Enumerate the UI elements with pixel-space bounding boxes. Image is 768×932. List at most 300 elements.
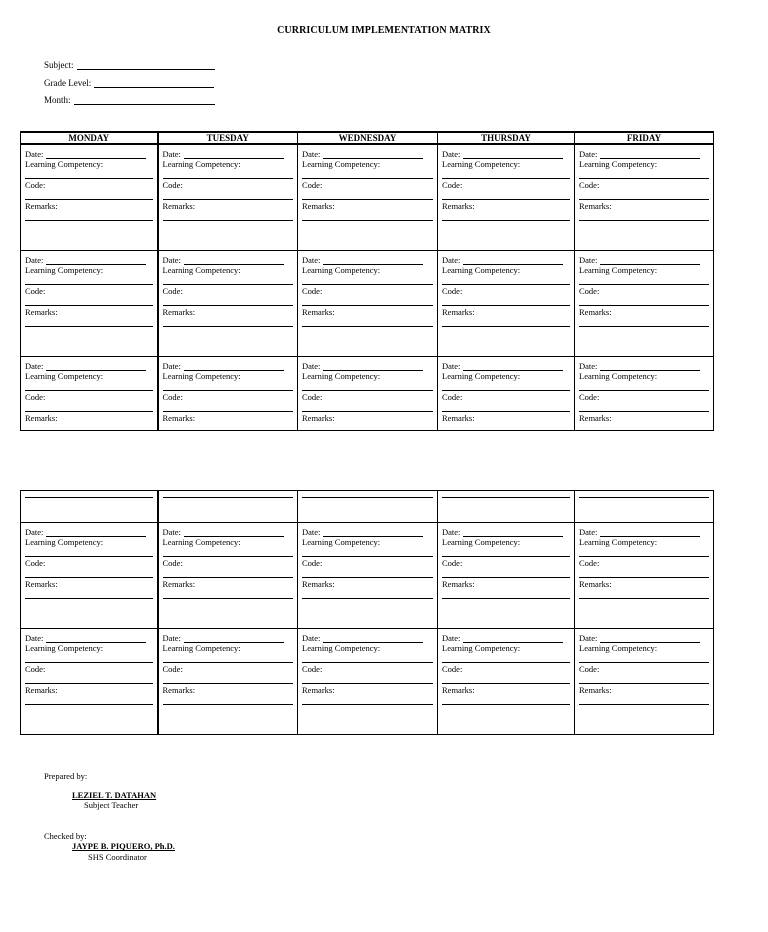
- date-label: [579, 361, 709, 371]
- day-entry-cell[interactable]: [575, 251, 713, 356]
- checked-by-name: JAYPE B. PIQUERO, Ph.D.: [72, 841, 175, 851]
- continued-entry-cell[interactable]: [21, 491, 157, 522]
- competency-blank-line[interactable]: [302, 556, 433, 557]
- remarks-blank-line[interactable]: [302, 220, 433, 221]
- remarks-label-text: Remarks:: [25, 579, 58, 589]
- remarks-label: [25, 307, 153, 317]
- date-label-text: Date:: [579, 633, 598, 643]
- month-blank-line[interactable]: [74, 96, 215, 105]
- date-label-text: Date:: [25, 361, 44, 371]
- code-label-text: Code:: [302, 558, 323, 568]
- matrix-cell: [21, 251, 158, 357]
- date-label: [579, 255, 709, 265]
- remarks-label: [442, 413, 570, 423]
- code-label: [163, 664, 294, 674]
- code-blank-line[interactable]: [579, 411, 709, 412]
- code-label-text: Code:: [162, 392, 183, 402]
- competency-blank-line[interactable]: [25, 556, 153, 557]
- competency-blank-line[interactable]: [25, 662, 153, 663]
- date-label: [25, 255, 153, 265]
- date-label-text: Date:: [162, 633, 181, 643]
- competency-blank-line[interactable]: [442, 556, 570, 557]
- remarks-blank-line[interactable]: [163, 220, 294, 221]
- month-label: Month:: [44, 95, 71, 105]
- remarks-continued-line[interactable]: [579, 497, 709, 498]
- matrix-cell: [298, 251, 438, 357]
- prepared-by-name: LEZIEL T. DATAHAN: [72, 790, 157, 800]
- matrix-cell: [438, 491, 575, 523]
- remarks-blank-line[interactable]: [579, 326, 709, 327]
- date-label: [579, 527, 709, 537]
- learning-competency-label-text: Learning Competency:: [579, 159, 658, 169]
- date-label-text: Date:: [302, 361, 321, 371]
- date-label: [163, 527, 294, 537]
- remarks-label-text: Remarks:: [579, 685, 612, 695]
- day-header-tuesday: TUESDAY: [158, 132, 298, 144]
- code-label: [25, 180, 153, 190]
- remarks-label: [579, 201, 709, 211]
- code-label: [25, 664, 153, 674]
- date-label: [442, 255, 570, 265]
- learning-competency-label-text: Learning Competency:: [162, 159, 241, 169]
- code-blank-line[interactable]: [25, 577, 153, 578]
- code-blank-line[interactable]: [163, 683, 294, 684]
- day-entry-cell[interactable]: [575, 629, 713, 734]
- prepared-by-role: Subject Teacher: [84, 800, 139, 810]
- remarks-blank-line[interactable]: [579, 598, 709, 599]
- date-blank-line[interactable]: [46, 363, 146, 371]
- date-blank-line[interactable]: [463, 257, 563, 265]
- competency-blank-line[interactable]: [442, 390, 570, 391]
- code-blank-line[interactable]: [163, 577, 294, 578]
- code-label-text: Code:: [162, 286, 183, 296]
- remarks-label-text: Remarks:: [442, 413, 475, 423]
- date-blank-line[interactable]: [323, 363, 423, 371]
- date-blank-line[interactable]: [600, 257, 700, 265]
- remarks-label-text: Remarks:: [302, 579, 335, 589]
- code-label: [163, 392, 294, 402]
- day-entry-cell[interactable]: [438, 629, 574, 734]
- code-label: [163, 286, 294, 296]
- remarks-blank-line[interactable]: [302, 704, 433, 705]
- learning-competency-label-text: Learning Competency:: [442, 371, 521, 381]
- day-entry-cell[interactable]: [438, 357, 574, 430]
- date-blank-line[interactable]: [184, 151, 284, 159]
- code-label-text: Code:: [162, 558, 183, 568]
- remarks-blank-line[interactable]: [163, 704, 294, 705]
- date-label-text: Date:: [162, 361, 181, 371]
- day-entry-cell[interactable]: [438, 145, 574, 250]
- code-label: [579, 286, 709, 296]
- code-label: [442, 392, 570, 402]
- matrix-row: [21, 629, 714, 735]
- remarks-label: [442, 579, 570, 589]
- date-label: [302, 633, 433, 643]
- matrix-cell: [298, 491, 438, 523]
- learning-competency-label: [302, 643, 433, 653]
- competency-blank-line[interactable]: [442, 178, 570, 179]
- date-label-text: Date:: [302, 149, 321, 159]
- day-entry-cell[interactable]: [298, 357, 437, 430]
- code-blank-line[interactable]: [579, 199, 709, 200]
- date-blank-line[interactable]: [323, 151, 423, 159]
- remarks-label-text: Remarks:: [25, 307, 58, 317]
- learning-competency-label: [25, 537, 153, 547]
- competency-blank-line[interactable]: [579, 556, 709, 557]
- remarks-blank-line[interactable]: [25, 598, 153, 599]
- remarks-label: [163, 201, 294, 211]
- code-blank-line[interactable]: [442, 305, 570, 306]
- matrix-cell: [438, 629, 575, 735]
- learning-competency-label: [302, 537, 433, 547]
- date-label-text: Date:: [442, 527, 461, 537]
- remarks-label: [302, 579, 433, 589]
- code-label-text: Code:: [442, 286, 463, 296]
- remarks-blank-line[interactable]: [579, 704, 709, 705]
- code-blank-line[interactable]: [442, 683, 570, 684]
- continued-entry-cell[interactable]: [298, 491, 437, 522]
- day-entry-cell[interactable]: [575, 523, 713, 628]
- code-label-text: Code:: [25, 392, 46, 402]
- code-label-text: Code:: [162, 180, 183, 190]
- learning-competency-label-text: Learning Competency:: [579, 643, 658, 653]
- remarks-label-text: Remarks:: [162, 579, 196, 589]
- code-blank-line[interactable]: [302, 683, 433, 684]
- date-label: [442, 633, 570, 643]
- remarks-label: [25, 579, 153, 589]
- date-blank-line[interactable]: [463, 151, 563, 159]
- day-entry-cell[interactable]: [438, 251, 574, 356]
- day-entry-cell[interactable]: [21, 357, 157, 430]
- competency-blank-line[interactable]: [302, 178, 433, 179]
- learning-competency-label-text: Learning Competency:: [25, 371, 104, 381]
- learning-competency-label: [163, 643, 294, 653]
- day-entry-cell[interactable]: [298, 629, 437, 734]
- remarks-label: [302, 685, 433, 695]
- competency-blank-line[interactable]: [579, 662, 709, 663]
- matrix-cell: [575, 251, 714, 357]
- learning-competency-label-text: Learning Competency:: [302, 643, 381, 653]
- matrix-cell: [21, 491, 158, 523]
- date-label-text: Date:: [302, 633, 321, 643]
- date-blank-line[interactable]: [46, 529, 146, 537]
- day-entry-cell[interactable]: [21, 145, 157, 250]
- code-blank-line[interactable]: [442, 199, 570, 200]
- remarks-label-text: Remarks:: [442, 685, 475, 695]
- matrix-row: [21, 251, 714, 357]
- remarks-continued-line[interactable]: [163, 497, 294, 498]
- remarks-continued-line[interactable]: [25, 497, 153, 498]
- remarks-label: [442, 201, 570, 211]
- competency-blank-line[interactable]: [579, 178, 709, 179]
- remarks-label: [163, 413, 294, 423]
- learning-competency-label: [163, 537, 294, 547]
- date-label: [25, 149, 153, 159]
- date-label-text: Date:: [302, 527, 321, 537]
- competency-blank-line[interactable]: [302, 662, 433, 663]
- learning-competency-label-text: Learning Competency:: [162, 643, 241, 653]
- remarks-blank-line[interactable]: [442, 598, 570, 599]
- remarks-blank-line[interactable]: [302, 326, 433, 327]
- code-blank-line[interactable]: [302, 411, 433, 412]
- date-blank-line[interactable]: [323, 529, 423, 537]
- code-label-text: Code:: [25, 286, 46, 296]
- code-label: [442, 664, 570, 674]
- code-blank-line[interactable]: [442, 577, 570, 578]
- day-header-monday: MONDAY: [21, 132, 158, 144]
- matrix-cell: [575, 491, 714, 523]
- date-blank-line[interactable]: [600, 363, 700, 371]
- code-blank-line[interactable]: [25, 199, 153, 200]
- remarks-label: [163, 579, 294, 589]
- matrix-cell: [158, 523, 298, 629]
- day-entry-cell[interactable]: [438, 523, 574, 628]
- date-label: [163, 149, 294, 159]
- day-entry-cell[interactable]: [21, 523, 157, 628]
- day-entry-cell[interactable]: [159, 523, 298, 628]
- learning-competency-label-text: Learning Competency:: [162, 537, 241, 547]
- remarks-label-text: Remarks:: [25, 413, 58, 423]
- matrix-cell: [575, 357, 714, 431]
- remarks-label: [25, 201, 153, 211]
- remarks-label-text: Remarks:: [162, 201, 196, 211]
- day-entry-cell[interactable]: [159, 629, 298, 734]
- matrix-row: [21, 357, 714, 431]
- code-label: [579, 180, 709, 190]
- matrix-cell: [298, 144, 438, 251]
- learning-competency-label: [442, 159, 570, 169]
- remarks-label-text: Remarks:: [579, 201, 612, 211]
- day-entry-cell[interactable]: [298, 251, 437, 356]
- grade-level-field: [44, 78, 214, 88]
- day-entry-cell[interactable]: [575, 145, 713, 250]
- matrix-cell: [158, 144, 298, 251]
- remarks-label: [579, 307, 709, 317]
- date-blank-line[interactable]: [184, 635, 284, 643]
- remarks-label-text: Remarks:: [579, 307, 612, 317]
- code-blank-line[interactable]: [163, 199, 294, 200]
- learning-competency-label-text: Learning Competency:: [442, 537, 521, 547]
- remarks-blank-line[interactable]: [163, 326, 294, 327]
- code-label: [302, 180, 433, 190]
- learning-competency-label-text: Learning Competency:: [579, 371, 658, 381]
- learning-competency-label-text: Learning Competency:: [25, 265, 104, 275]
- code-label-text: Code:: [302, 664, 323, 674]
- remarks-continued-line[interactable]: [442, 497, 570, 498]
- code-label: [442, 558, 570, 568]
- date-blank-line[interactable]: [463, 529, 563, 537]
- remarks-label-text: Remarks:: [302, 201, 335, 211]
- date-label-text: Date:: [25, 633, 44, 643]
- date-label-text: Date:: [25, 255, 44, 265]
- code-label: [25, 558, 153, 568]
- code-blank-line[interactable]: [25, 683, 153, 684]
- date-blank-line[interactable]: [184, 257, 284, 265]
- day-entry-cell[interactable]: [21, 629, 157, 734]
- learning-competency-label: [579, 159, 709, 169]
- code-label-text: Code:: [442, 664, 463, 674]
- date-label-text: Date:: [442, 633, 461, 643]
- remarks-label: [25, 685, 153, 695]
- remarks-blank-line[interactable]: [579, 220, 709, 221]
- matrix-cell: [575, 523, 714, 629]
- date-blank-line[interactable]: [184, 529, 284, 537]
- date-blank-line[interactable]: [46, 635, 146, 643]
- code-label-text: Code:: [302, 392, 323, 402]
- remarks-label-text: Remarks:: [302, 413, 335, 423]
- code-label: [579, 558, 709, 568]
- code-label: [579, 392, 709, 402]
- continued-entry-cell[interactable]: [575, 491, 713, 522]
- learning-competency-label: [163, 265, 294, 275]
- code-blank-line[interactable]: [163, 411, 294, 412]
- code-label-text: Code:: [579, 664, 600, 674]
- day-entry-cell[interactable]: [159, 251, 298, 356]
- code-label: [579, 664, 709, 674]
- code-blank-line[interactable]: [302, 577, 433, 578]
- learning-competency-label-text: Learning Competency:: [162, 371, 241, 381]
- code-blank-line[interactable]: [442, 411, 570, 412]
- date-label-text: Date:: [579, 361, 598, 371]
- learning-competency-label: [163, 159, 294, 169]
- matrix-cell: [21, 523, 158, 629]
- date-label-text: Date:: [579, 255, 598, 265]
- date-blank-line[interactable]: [600, 151, 700, 159]
- day-header-wednesday: WEDNESDAY: [298, 132, 438, 144]
- learning-competency-label: [579, 537, 709, 547]
- date-label-text: Date:: [579, 149, 598, 159]
- date-label: [25, 527, 153, 537]
- date-label-text: Date:: [302, 255, 321, 265]
- competency-blank-line[interactable]: [163, 556, 294, 557]
- code-blank-line[interactable]: [302, 199, 433, 200]
- learning-competency-label-text: Learning Competency:: [442, 265, 521, 275]
- code-label: [25, 286, 153, 296]
- competency-blank-line[interactable]: [579, 390, 709, 391]
- date-label: [163, 361, 294, 371]
- code-label-text: Code:: [302, 286, 323, 296]
- competency-blank-line[interactable]: [442, 284, 570, 285]
- competency-blank-line[interactable]: [579, 284, 709, 285]
- subject-blank-line[interactable]: [77, 61, 215, 70]
- learning-competency-label: [25, 265, 153, 275]
- competency-blank-line[interactable]: [302, 284, 433, 285]
- date-label-text: Date:: [162, 149, 181, 159]
- matrix-table-week-top: [20, 131, 714, 431]
- date-label: [163, 255, 294, 265]
- grade-level-blank-line[interactable]: [94, 79, 214, 88]
- grade-level-label: Grade Level:: [44, 78, 92, 88]
- remarks-blank-line[interactable]: [25, 220, 153, 221]
- date-blank-line[interactable]: [463, 635, 563, 643]
- code-blank-line[interactable]: [163, 305, 294, 306]
- code-label-text: Code:: [162, 664, 183, 674]
- matrix-cell: [158, 491, 298, 523]
- date-blank-line[interactable]: [46, 257, 146, 265]
- remarks-blank-line[interactable]: [25, 326, 153, 327]
- day-entry-cell[interactable]: [575, 357, 713, 430]
- date-blank-line[interactable]: [600, 635, 700, 643]
- remarks-blank-line[interactable]: [25, 704, 153, 705]
- matrix-cell: [575, 629, 714, 735]
- competency-blank-line[interactable]: [163, 284, 294, 285]
- remarks-blank-line[interactable]: [442, 704, 570, 705]
- remarks-label: [302, 413, 433, 423]
- code-label-text: Code:: [579, 180, 600, 190]
- date-blank-line[interactable]: [184, 363, 284, 371]
- competency-blank-line[interactable]: [163, 662, 294, 663]
- date-label: [579, 633, 709, 643]
- code-blank-line[interactable]: [25, 305, 153, 306]
- date-blank-line[interactable]: [323, 257, 423, 265]
- day-header-thursday: THURSDAY: [438, 132, 575, 144]
- date-label: [302, 361, 433, 371]
- remarks-label: [579, 579, 709, 589]
- date-blank-line[interactable]: [463, 363, 563, 371]
- learning-competency-label: [25, 643, 153, 653]
- code-blank-line[interactable]: [302, 305, 433, 306]
- learning-competency-label-text: Learning Competency:: [579, 537, 658, 547]
- remarks-blank-line[interactable]: [302, 598, 433, 599]
- code-label-text: Code:: [579, 392, 600, 402]
- month-field: [44, 95, 215, 105]
- learning-competency-label-text: Learning Competency:: [442, 643, 521, 653]
- competency-blank-line[interactable]: [25, 284, 153, 285]
- day-entry-cell[interactable]: [298, 523, 437, 628]
- date-blank-line[interactable]: [600, 529, 700, 537]
- competency-blank-line[interactable]: [25, 178, 153, 179]
- day-entry-cell[interactable]: [159, 357, 298, 430]
- code-label: [302, 558, 433, 568]
- date-label: [302, 255, 433, 265]
- learning-competency-label: [442, 643, 570, 653]
- day-entry-cell[interactable]: [159, 145, 298, 250]
- learning-competency-label: [442, 371, 570, 381]
- day-entry-cell[interactable]: [21, 251, 157, 356]
- continued-entry-cell[interactable]: [159, 491, 298, 522]
- matrix-cell: [438, 251, 575, 357]
- matrix-cell: [575, 144, 714, 251]
- competency-blank-line[interactable]: [442, 662, 570, 663]
- remarks-blank-line[interactable]: [163, 598, 294, 599]
- remarks-continued-line[interactable]: [302, 497, 433, 498]
- code-label: [442, 286, 570, 296]
- date-blank-line[interactable]: [46, 151, 146, 159]
- date-label: [25, 633, 153, 643]
- matrix-table-week-bottom: [20, 490, 714, 735]
- matrix-cell: [21, 144, 158, 251]
- learning-competency-label: [302, 159, 433, 169]
- matrix-cell: [158, 629, 298, 735]
- code-label: [163, 180, 294, 190]
- code-blank-line[interactable]: [579, 577, 709, 578]
- remarks-blank-line[interactable]: [442, 326, 570, 327]
- code-blank-line[interactable]: [579, 683, 709, 684]
- code-blank-line[interactable]: [25, 411, 153, 412]
- learning-competency-label: [579, 643, 709, 653]
- continued-entry-cell[interactable]: [438, 491, 574, 522]
- date-blank-line[interactable]: [323, 635, 423, 643]
- code-label: [302, 392, 433, 402]
- competency-blank-line[interactable]: [302, 390, 433, 391]
- learning-competency-label-text: Learning Competency:: [25, 537, 104, 547]
- code-blank-line[interactable]: [579, 305, 709, 306]
- remarks-blank-line[interactable]: [442, 220, 570, 221]
- day-entry-cell[interactable]: [298, 145, 437, 250]
- competency-blank-line[interactable]: [163, 390, 294, 391]
- competency-blank-line[interactable]: [163, 178, 294, 179]
- competency-blank-line[interactable]: [25, 390, 153, 391]
